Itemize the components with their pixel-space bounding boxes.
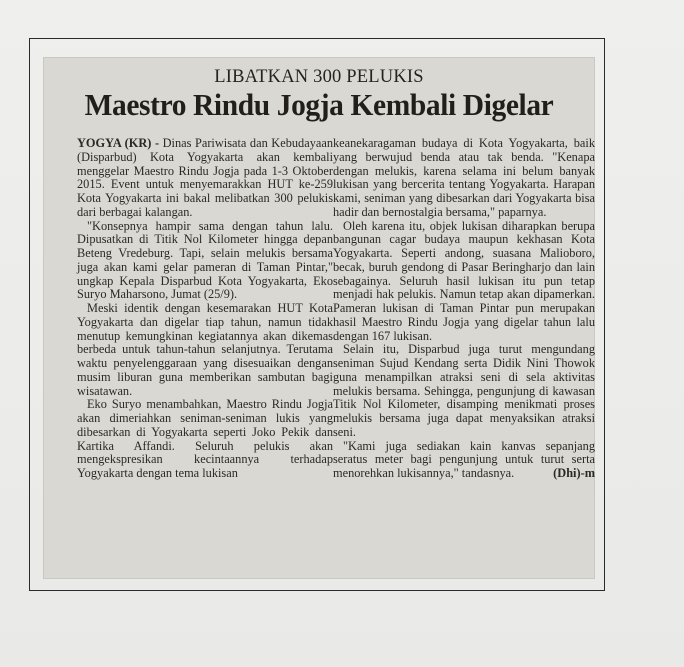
article-paragraph: "Konsepnya hampir sama dengan tahun lalu. Dipusatkan di Titik Nol Kilometer hingga depan Beteng Vredeburg. Tapi, selain melukis bersama juga akan kami gelar pameran di Taman Pintar," ungkap Kepala Disparbud Kota Yogyakarta, Eko Suryo Maharsono, Jumat (25/9).	[77, 218, 333, 302]
article-kicker: LIBATKAN 300 PELUKIS	[214, 67, 424, 87]
news-clipping	[43, 57, 595, 579]
article-paragraph	[77, 137, 333, 220]
paragraph-text: "Kami juga sediakan kain kanvas sepanjang seratus meter bagi pengunjung untuk turut serta menorehkan lukisannya," tandasnya.	[333, 438, 595, 480]
article-column-left	[77, 137, 333, 481]
article-column-right	[333, 137, 595, 481]
author-credit: (Dhi)-m	[553, 466, 595, 480]
article-paragraph: Eko Suryo menambahkan, Maestro Rindu Jogja akan dimeriahkan seniman-seniman lukis yang dibesarkan di Yogyakarta seperti Joko Pekik dan Kartika Affandi. Seluruh pelukis akan mengekspresikan kecintaannya terhadap Yogyakarta dengan tema lukisan	[77, 397, 333, 480]
article-dateline: YOGYA (KR) -	[77, 136, 160, 150]
article-paragraph: keanekaragaman budaya di Kota Yogyakarta, baik yang berwujud benda atau tak benda. "Kenapa dengan melukis, karena selama ini belum banyak lukisan yang bercerita tentang Yogyakarta. Harapan kami, seniman yang dibesarkan dari Yogyakarta bisa hadir dan bernostalgia bersama," paparnya.	[333, 136, 595, 219]
article-paragraph: Oleh karena itu, objek lukisan diharapkan berupa bangunan cagar budaya maupun kekhasan Kota Yogyakarta. Seperti andong, suasana Malioboro, becak, buruh gendong di Pasar Beringharjo dan lain sebagainya. Seluruh hasil lukisan itu pun tetap menjadi hak pelukis. Namun tetap akan dipamerkan. Pameran lukisan di Taman Pintar pun merupakan hasil Maestro Rindu Jogja yang digelar tahun lalu dengan 167 lukisan.	[333, 218, 595, 343]
paragraph-text: Dinas Pariwisata dan Kebudayaan (Disparbud) Kota Yogyakarta akan kembali menggelar Maestro Rindu Jogja pada 1-3 Oktober 2015. Event untuk menyemarakkan HUT ke-259 Kota Yogyakarta ini bakal melibatkan 300 pelukis dari berbagai kalangan.	[77, 136, 333, 219]
article-headline: Maestro Rindu Jogja Kembali Digelar	[84, 87, 554, 122]
article-paragraph	[333, 440, 595, 481]
article-paragraph: Meski identik dengan kesemarakan HUT Kota Yogyakarta dan digelar tiap tahun, namun tidak menutup kemungkinan kegiatannya akan dikemas berbeda untuk tahun-tahun selanjutnya. Terutama waktu penyelenggaraan yang disesuaikan dengan musim liburan guna memberikan sambutan bagi wisatawan.	[77, 301, 333, 398]
article-paragraph: Selain itu, Disparbud juga turut mengundang seniman Sujud Kendang serta Didik Nini Thowok guna menampilkan atraksi seni di sela aktivitas melukis bersama. Sehingga, pengunjung di kawasan Titik Nol Kilometer, disamping menikmati proses melukis bersama juga dapat menyaksikan atraksi seni.	[333, 342, 595, 439]
